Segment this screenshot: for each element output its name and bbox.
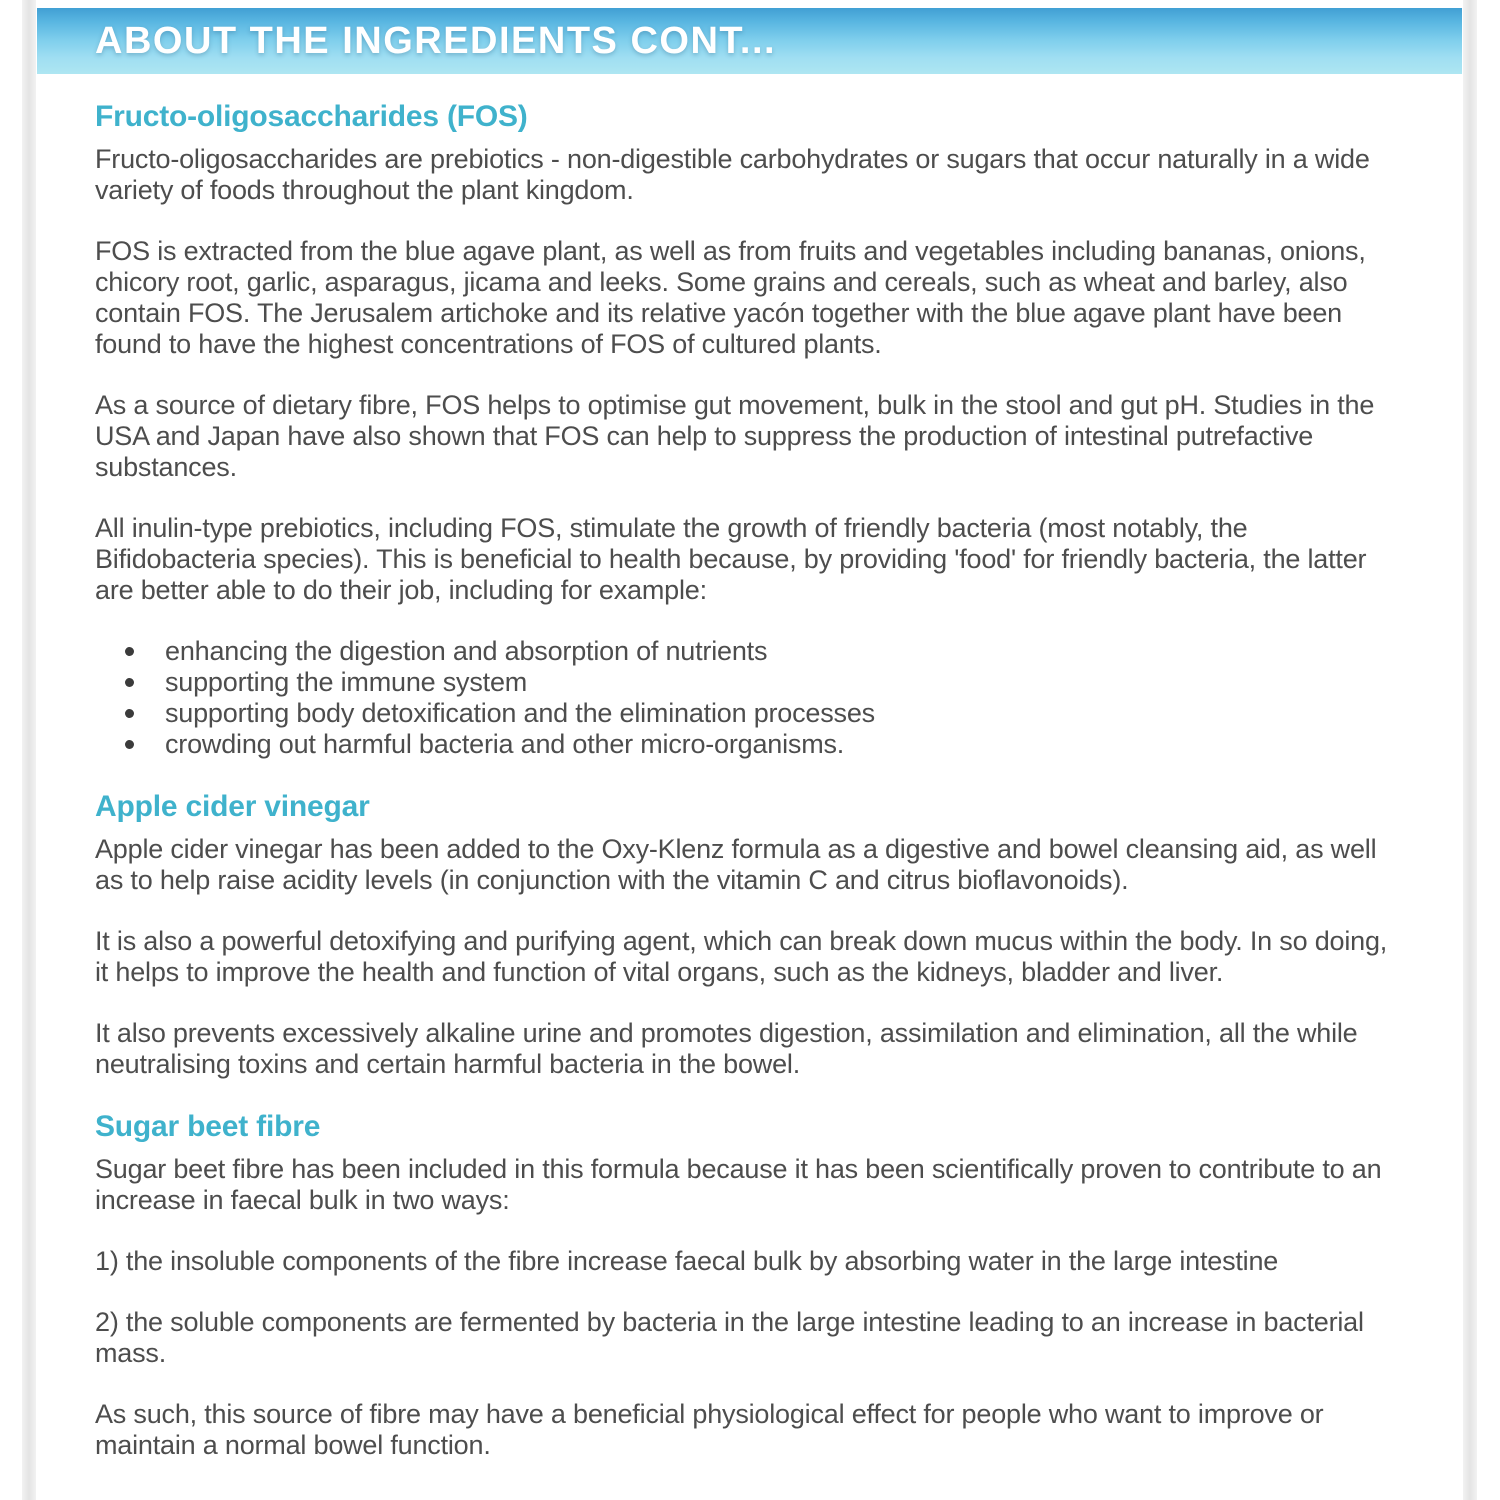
bullet-text: enhancing the digestion and absorption of nutrients: [165, 636, 768, 666]
sbf-paragraph-2: 1) the insoluble components of the fibre increase faecal bulk by absorbing water in the large intestine: [95, 1246, 1279, 1276]
bullet-text: supporting the immune system: [165, 667, 528, 697]
fos-paragraph-1: Fructo-oligosaccharides are prebiotics - non-digestible carbohydrates or sugars that occur naturally in a wide variety of foods throughout the plant kingdom.: [95, 144, 1370, 205]
sbf-paragraph-3: 2) the soluble components are fermented by bacteria in the large intestine leading to an increase in bacterial mass.: [95, 1307, 1364, 1368]
bullet-item: [95, 698, 1407, 729]
bullet-text: supporting body detoxification and the elimination processes: [165, 698, 875, 728]
fos-paragraph-3: As a source of dietary fibre, FOS helps to optimise gut movement, bulk in the stool and gut pH. Studies in the USA and Japan have also shown that FOS can help to suppress the production of intestinal putrefactive substances.: [95, 390, 1375, 482]
fos-heading: Fructo-oligosaccharides (FOS): [95, 100, 528, 133]
sbf-heading: Sugar beet fibre: [95, 1110, 321, 1143]
fos-bullet-list: [95, 636, 1407, 760]
fos-paragraph-4: All inulin-type prebiotics, including FOS, stimulate the growth of friendly bacteria (most notably, the Bifidobacteria species). This is beneficial to health because, by providing 'food' for friendly bacteria, the latter are better able to do their job, including for example:: [95, 513, 1367, 605]
bullet-icon: [125, 647, 134, 656]
acv-heading: Apple cider vinegar: [95, 790, 370, 823]
section-sugar-beet-fibre: [95, 1110, 1407, 1461]
page-edge-left: [22, 0, 36, 1500]
bullet-icon: [125, 709, 134, 718]
bullet-text: crowding out harmful bacteria and other micro-organisms.: [165, 729, 845, 759]
section-apple-cider-vinegar: [95, 790, 1407, 1080]
bullet-icon: [125, 678, 134, 687]
sbf-paragraph-1: Sugar beet fibre has been included in this formula because it has been scientifically proven to contribute to an increase in faecal bulk in two ways:: [95, 1154, 1382, 1215]
acv-paragraph-2: It is also a powerful detoxifying and purifying agent, which can break down mucus within the body. In so doing, it helps to improve the health and function of vital organs, such as the kidneys, bladder and liver.: [95, 926, 1388, 987]
bullet-icon: [125, 740, 134, 749]
page-edge-right: [1463, 0, 1477, 1500]
sbf-paragraph-4: As such, this source of fibre may have a beneficial physiological effect for people who want to improve or maintain a normal bowel function.: [95, 1399, 1324, 1460]
bullet-item: [95, 667, 1407, 698]
acv-paragraph-1: Apple cider vinegar has been added to the Oxy-Klenz formula as a digestive and bowel cleansing aid, as well as to help raise acidity levels (in conjunction with the vitamin C and citrus bioflavonoids).: [95, 834, 1377, 895]
header-bar: [37, 8, 1462, 74]
acv-paragraph-3: It also prevents excessively alkaline urine and promotes digestion, assimilation and elimination, all the while neutralising toxins and certain harmful bacteria in the bowel.: [95, 1018, 1358, 1079]
fos-paragraph-2: FOS is extracted from the blue agave plant, as well as from fruits and vegetables including bananas, onions, chicory root, garlic, asparagus, jicama and leeks. Some grains and cereals, such as wheat and barley, also contain FOS. The Jerusalem artichoke and its relative yacón together with the blue agave plant have been found to have the highest concentrations of FOS of cultured plants.: [95, 236, 1366, 359]
page-title: ABOUT THE INGREDIENTS CONT...: [95, 19, 777, 62]
bullet-item: [95, 729, 1407, 760]
section-fos: [95, 100, 1407, 760]
bullet-item: [95, 636, 1407, 667]
content-area: [95, 100, 1407, 1491]
